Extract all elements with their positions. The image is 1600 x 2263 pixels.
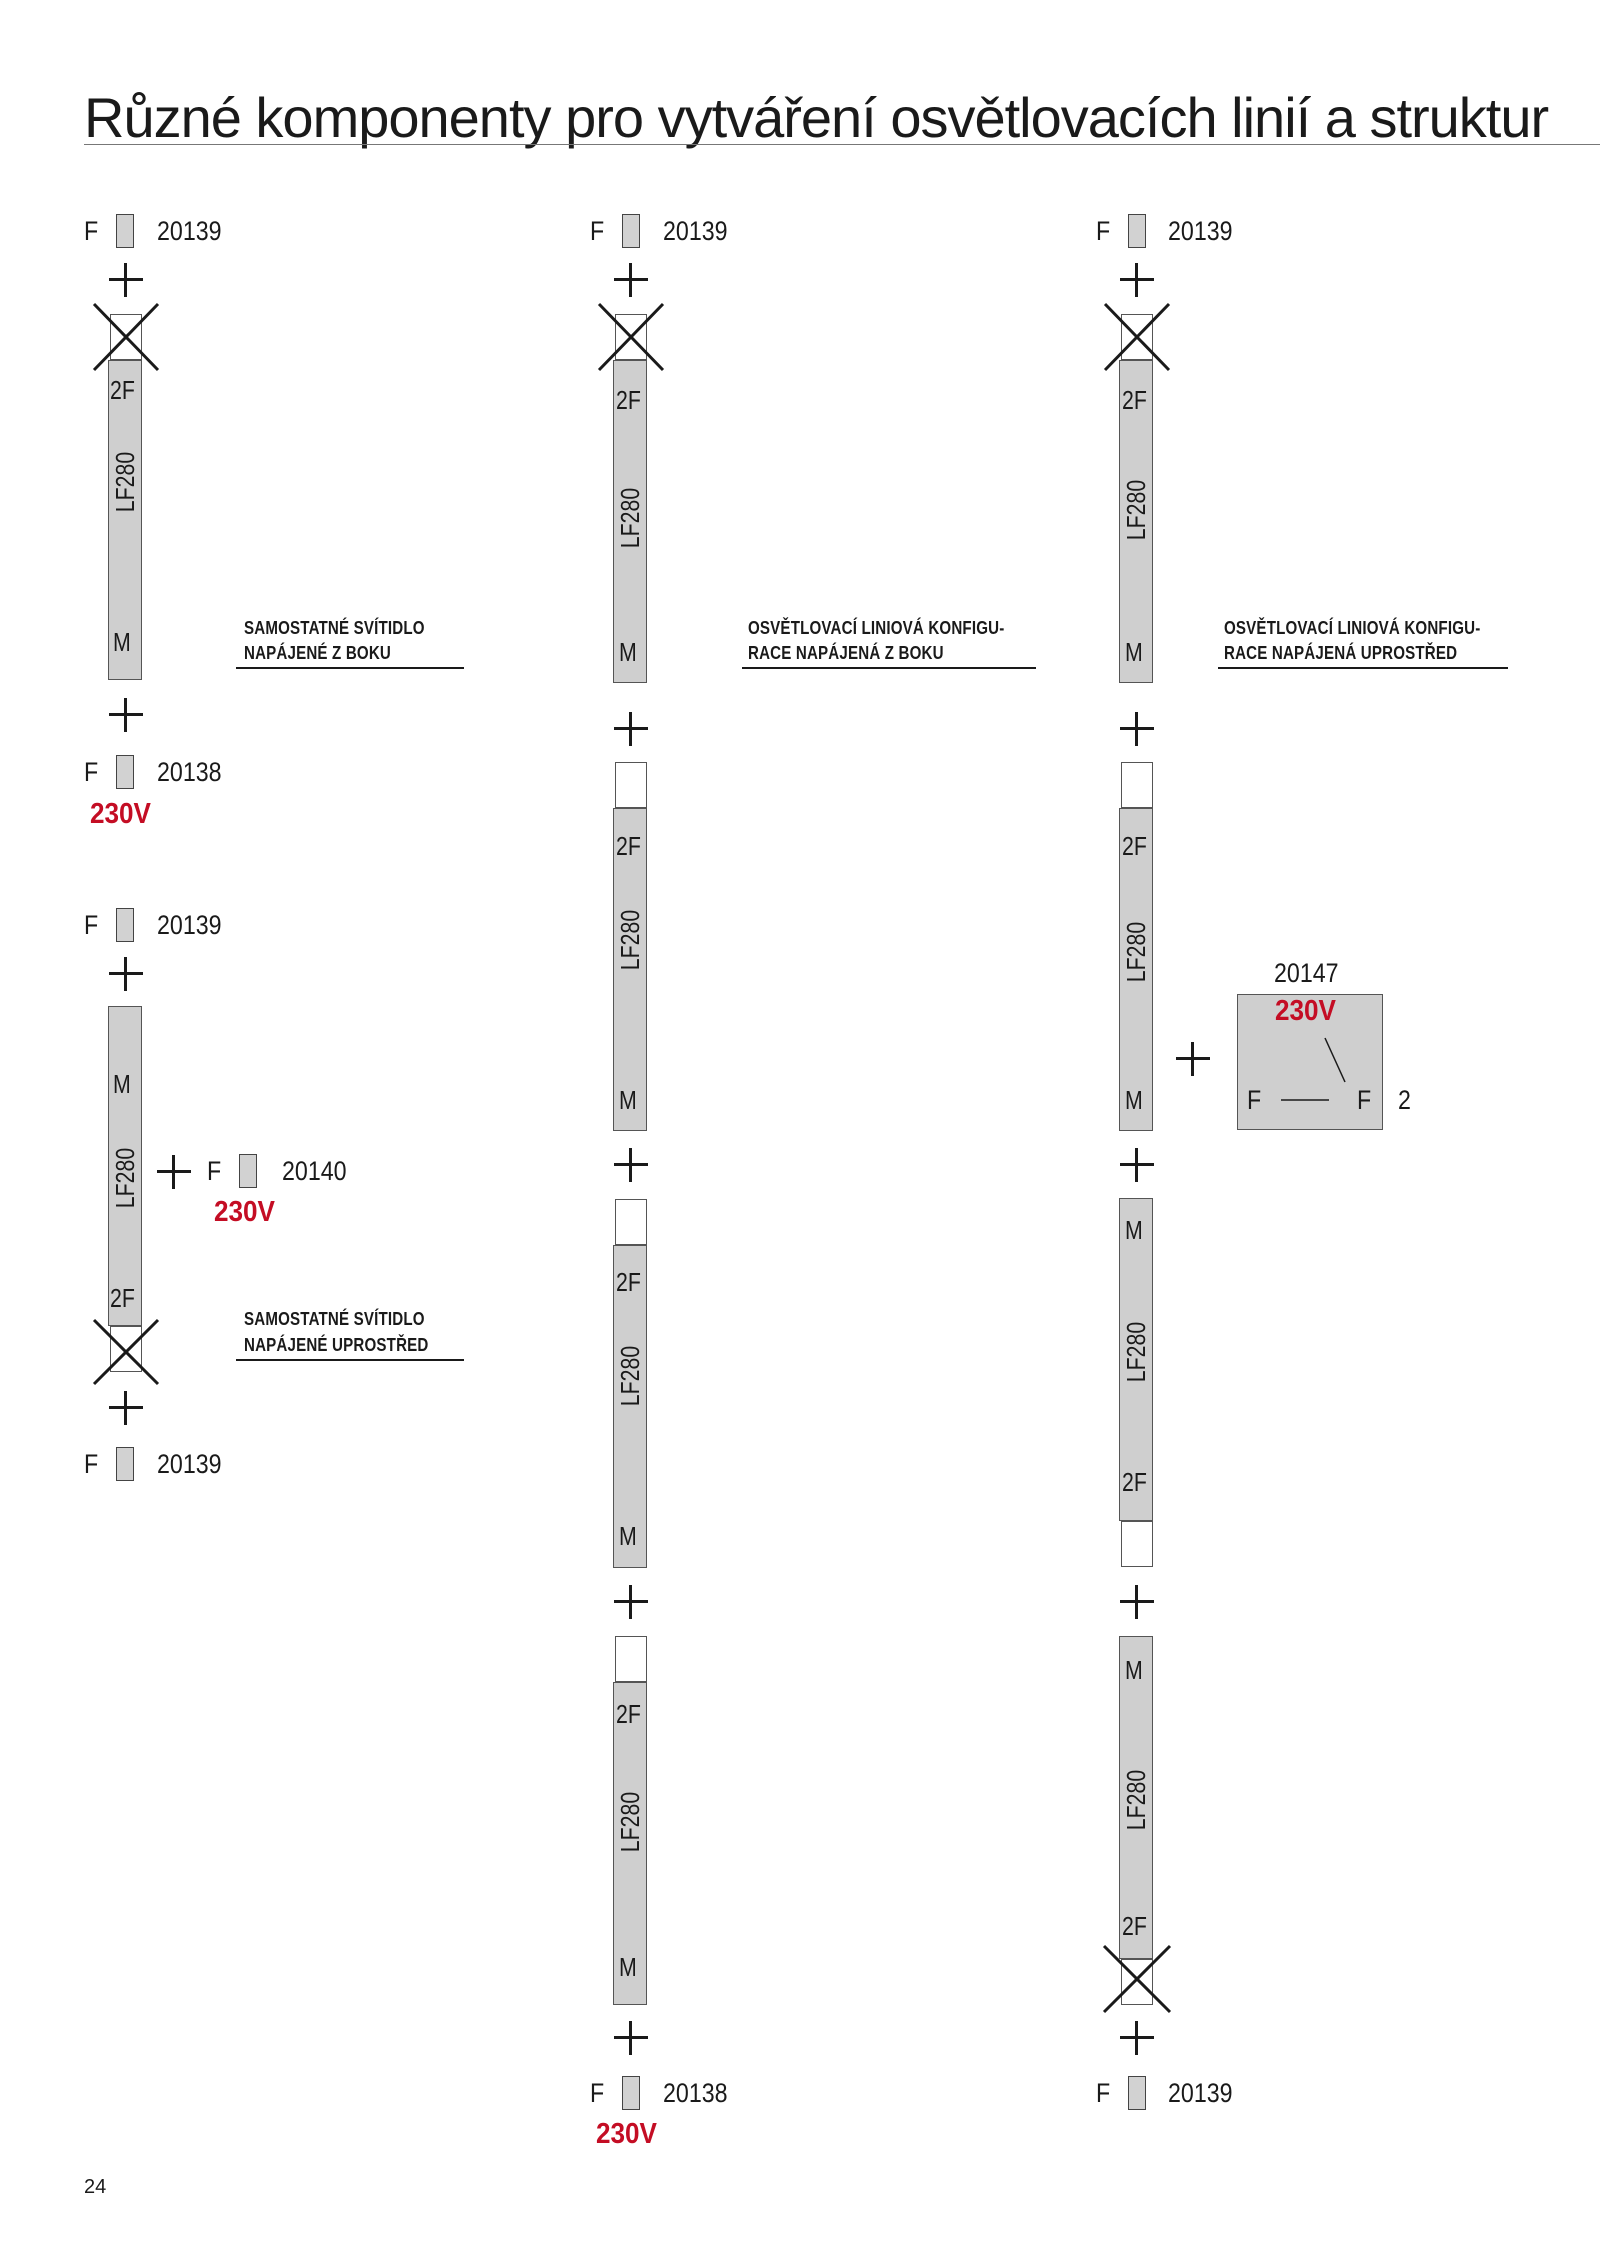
end-cap-icon bbox=[1128, 2076, 1146, 2110]
connector-segment bbox=[1121, 762, 1153, 808]
luminaire-m-label: M bbox=[1125, 1215, 1143, 1245]
plus-icon bbox=[614, 263, 648, 297]
luminaire-model-label: LF280 bbox=[615, 1791, 645, 1853]
end-cap-code: 20139 bbox=[157, 910, 222, 940]
caption-rule bbox=[236, 1359, 464, 1361]
junction-out-count: 2 bbox=[1398, 1085, 1411, 1115]
caption-line-2: RACE NAPÁJENÁ Z BOKU bbox=[748, 643, 944, 663]
caption-line-2: RACE NAPÁJENÁ UPROSTŘED bbox=[1224, 643, 1458, 663]
caption-rule bbox=[742, 667, 1036, 669]
plus-icon bbox=[1120, 1585, 1154, 1619]
voltage-label: 230V bbox=[1275, 995, 1336, 1027]
end-cap-f-label: F bbox=[590, 216, 605, 246]
end-cap-f-label: F bbox=[1096, 216, 1111, 246]
luminaire-model-label: LF280 bbox=[110, 1147, 140, 1209]
plus-icon bbox=[109, 957, 143, 991]
luminaire-2f-label: 2F bbox=[110, 375, 135, 405]
caption-line-2: NAPÁJENÉ Z BOKU bbox=[244, 643, 392, 663]
voltage-label: 230V bbox=[214, 1196, 275, 1228]
plus-icon bbox=[614, 2021, 648, 2055]
luminaire-2f-label: 2F bbox=[616, 831, 641, 861]
luminaire-2f-label: 2F bbox=[1122, 831, 1147, 861]
connector-segment bbox=[615, 1636, 647, 1682]
end-cap-f-label: F bbox=[84, 1449, 99, 1479]
luminaire-2f-label: 2F bbox=[110, 1283, 135, 1313]
side-feed-icon bbox=[239, 1154, 257, 1188]
end-cap-code: 20139 bbox=[157, 1449, 222, 1479]
luminaire-2f-label: 2F bbox=[616, 1267, 641, 1297]
junction-box-code: 20147 bbox=[1274, 958, 1339, 988]
luminaire-model-label: LF280 bbox=[110, 451, 140, 513]
caption-line-1: OSVĚTLOVACÍ LINIOVÁ KONFIGU- bbox=[748, 618, 1005, 638]
cross-out-icon bbox=[1104, 1946, 1170, 2012]
feed-cap-icon bbox=[116, 755, 134, 789]
connector-segment bbox=[1121, 1521, 1153, 1567]
luminaire-m-label: M bbox=[113, 627, 131, 657]
luminaire-model-label: LF280 bbox=[1121, 1321, 1151, 1383]
end-cap-code: 20139 bbox=[1168, 216, 1233, 246]
caption-line-2: NAPÁJENÉ UPROSTŘED bbox=[244, 1335, 429, 1355]
luminaire-m-label: M bbox=[1125, 1655, 1143, 1685]
page-title: Různé komponenty pro vytváření osvětlovacích linií a struktur bbox=[84, 86, 1549, 149]
end-cap-f-label: F bbox=[1096, 2078, 1111, 2108]
luminaire-m-label: M bbox=[1125, 1085, 1143, 1115]
caption-rule bbox=[236, 667, 464, 669]
end-cap-icon bbox=[622, 214, 640, 248]
plus-icon bbox=[157, 1155, 191, 1189]
cross-out-icon bbox=[94, 1320, 158, 1384]
luminaire-m-label: M bbox=[619, 1521, 637, 1551]
feed-cap-icon bbox=[622, 2076, 640, 2110]
title-divider bbox=[84, 144, 1600, 145]
end-cap-f-label: F bbox=[84, 216, 99, 246]
luminaire-m-label: M bbox=[113, 1069, 131, 1099]
luminaire-model-label: LF280 bbox=[615, 909, 645, 971]
plus-icon bbox=[614, 1148, 648, 1182]
end-cap-icon bbox=[1128, 214, 1146, 248]
plus-icon bbox=[109, 263, 143, 297]
luminaire-2f-label: 2F bbox=[1122, 1467, 1147, 1497]
end-cap-code: 20139 bbox=[157, 216, 222, 246]
voltage-label: 230V bbox=[90, 798, 151, 830]
caption-rule bbox=[1218, 667, 1508, 669]
caption-line-1: OSVĚTLOVACÍ LINIOVÁ KONFIGU- bbox=[1224, 618, 1481, 638]
plus-icon bbox=[1120, 712, 1154, 746]
plus-icon bbox=[109, 1391, 143, 1425]
luminaire-model-label: LF280 bbox=[1121, 1769, 1151, 1831]
plus-icon bbox=[614, 1585, 648, 1619]
plus-icon bbox=[109, 698, 143, 732]
plus-icon bbox=[614, 712, 648, 746]
end-cap-icon bbox=[116, 1447, 134, 1481]
feed-cap-f-label: F bbox=[590, 2078, 605, 2108]
luminaire-model-label: LF280 bbox=[1121, 921, 1151, 983]
voltage-label: 230V bbox=[596, 2118, 657, 2150]
side-feed-code: 20140 bbox=[282, 1156, 347, 1186]
side-feed-f-label: F bbox=[207, 1156, 222, 1186]
end-cap-icon bbox=[116, 908, 134, 942]
luminaire-m-label: M bbox=[619, 1085, 637, 1115]
luminaire-model-label: LF280 bbox=[615, 487, 645, 549]
plus-icon bbox=[1120, 2021, 1154, 2055]
luminaire-2f-label: 2F bbox=[1122, 1911, 1147, 1941]
connector-segment bbox=[615, 1199, 647, 1245]
luminaire-model-label: LF280 bbox=[615, 1345, 645, 1407]
end-cap-f-label: F bbox=[84, 910, 99, 940]
luminaire-m-label: M bbox=[619, 637, 637, 667]
junction-out-f-label: F bbox=[1357, 1085, 1372, 1115]
feed-cap-code: 20138 bbox=[663, 2078, 728, 2108]
plus-icon bbox=[1176, 1042, 1210, 1076]
luminaire-2f-label: 2F bbox=[616, 385, 641, 415]
luminaire-2f-label: 2F bbox=[616, 1699, 641, 1729]
caption-line-1: SAMOSTATNÉ SVÍTIDLO bbox=[244, 1309, 425, 1329]
luminaire-m-label: M bbox=[1125, 637, 1143, 667]
luminaire-m-label: M bbox=[619, 1952, 637, 1982]
page-number: 24 bbox=[84, 2176, 107, 2198]
luminaire-model-label: LF280 bbox=[1121, 479, 1151, 541]
end-cap-code: 20139 bbox=[663, 216, 728, 246]
connector-segment bbox=[615, 762, 647, 808]
feed-cap-f-label: F bbox=[84, 757, 99, 787]
end-cap-code: 20139 bbox=[1168, 2078, 1233, 2108]
luminaire-2f-label: 2F bbox=[1122, 385, 1147, 415]
end-cap-icon bbox=[116, 214, 134, 248]
plus-icon bbox=[1120, 263, 1154, 297]
feed-cap-code: 20138 bbox=[157, 757, 222, 787]
plus-icon bbox=[1120, 1148, 1154, 1182]
junction-in-f-label: F bbox=[1247, 1085, 1262, 1115]
caption-line-1: SAMOSTATNÉ SVÍTIDLO bbox=[244, 618, 425, 638]
